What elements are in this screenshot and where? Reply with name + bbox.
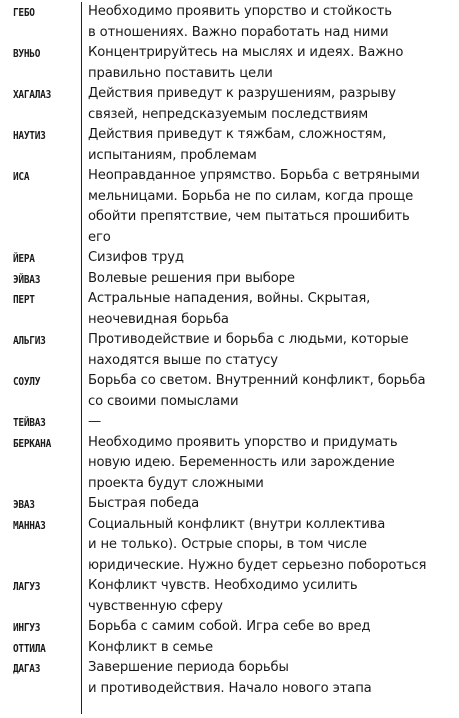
description-line: Конфликт в семье <box>88 639 213 655</box>
rune-description <box>88 494 456 515</box>
rune-description <box>88 43 456 84</box>
rune-description <box>88 371 456 412</box>
description-line: Волевые решения при выборе <box>88 270 295 286</box>
rune-name: СОУЛУ <box>13 375 41 388</box>
description-line: испытаниям, проблемам <box>88 147 257 163</box>
rune-description <box>88 330 456 371</box>
rune-name: ЙЕРА <box>13 252 35 265</box>
description-line: неочевидная борьба <box>88 311 229 327</box>
rune-description <box>88 658 456 699</box>
rune-name: ДАГАЗ <box>13 662 41 675</box>
description-line: и не только). Острые споры, в том числе <box>88 537 367 552</box>
rune-name: БЕРКАНА <box>13 436 52 450</box>
description-line: Быстрая победа <box>88 496 200 511</box>
rune-description <box>88 617 456 638</box>
description-line: Действия приведут к разрушениям, разрыву <box>88 86 396 101</box>
description-line: в отношениях. Важно поработать над ними <box>88 24 389 40</box>
rune-name: МАННАЗ <box>13 518 46 532</box>
description-line: Концентрируйтесь на мыслях и идеях. Важно <box>88 45 404 60</box>
description-line: проекта будут сложными <box>88 475 264 491</box>
description-line: Борьба с самим собой. Игра себе во вред <box>88 619 371 634</box>
description-line: Конфликт чувств. Необходимо усилить <box>88 578 358 593</box>
rune-name: ТЕЙВАЗ <box>13 416 46 429</box>
rune-name: ЭЙВАЗ <box>13 272 41 286</box>
rune-name: АЛЬГИЗ <box>13 334 46 347</box>
description-line: его <box>88 229 111 245</box>
rune-description <box>88 84 456 125</box>
description-line: Действия приведут к тяжбам, сложностям, <box>88 127 387 142</box>
description-line: мельницами. Борьба не по силам, когда проще <box>88 188 414 204</box>
column-divider <box>81 2 82 714</box>
description-line: Неоправданное упрямство. Борьба с ветряными <box>88 168 420 183</box>
description-line: Астральные нападения, войны. Скрытая, <box>88 291 371 306</box>
rune-description <box>88 515 456 577</box>
description-line: со своими помыслами <box>88 393 239 409</box>
rune-description <box>88 576 456 617</box>
rune-description <box>88 125 456 166</box>
rune-name: ГЕБО <box>13 6 35 19</box>
rune-name: ПЕРТ <box>13 293 35 306</box>
rune-description <box>88 433 456 495</box>
description-line: Противодействие и борьба с людьми, которые <box>88 332 409 347</box>
description-line: Необходимо проявить упорство и придумать <box>88 434 398 450</box>
rune-description <box>88 289 456 330</box>
rune-name: ХАГАЛАЗ <box>13 88 52 101</box>
description-line: связей, непредсказуемым последствиям <box>88 106 369 122</box>
description-line: чувственную сферу <box>88 598 223 614</box>
rune-description <box>88 638 456 659</box>
rune-description <box>88 269 456 290</box>
description-line: и противодействия. Начало нового этапа <box>88 680 372 696</box>
rune-name: ИНГУЗ <box>13 621 41 634</box>
description-line: обойти препятствие, чем пытаться прошибить <box>88 209 410 224</box>
description-line: правильно поставить цели <box>88 65 273 81</box>
description-line: Социальный конфликт (внутри коллектива <box>88 516 386 532</box>
description-line: юридические. Нужно будет серьезно побороться <box>88 557 427 573</box>
description-line: Борьба со светом. Внутренний конфликт, борьба <box>88 373 426 388</box>
rune-description <box>88 248 456 269</box>
description-line: новую идею. Беременность или зарождение <box>88 455 395 470</box>
rune-name: ЭВАЗ <box>13 498 35 511</box>
description-line: — <box>88 414 102 429</box>
rune-name: ИСА <box>13 170 30 183</box>
description-line: находятся выше по статусу <box>88 352 278 368</box>
rune-name: ВУНЬО <box>13 47 41 60</box>
rune-description <box>88 412 456 433</box>
description-line: Необходимо проявить упорство и стойкость <box>88 4 392 19</box>
description-line: Завершение периода борьбы <box>88 660 289 675</box>
rune-name: ЛАГУЗ <box>13 580 41 593</box>
rune-description <box>88 2 456 43</box>
rune-name: ОТТИЛА <box>13 641 46 655</box>
description-line: Сизифов труд <box>88 250 184 265</box>
rune-description <box>88 166 456 248</box>
rune-name: НАУТИЗ <box>13 129 46 142</box>
